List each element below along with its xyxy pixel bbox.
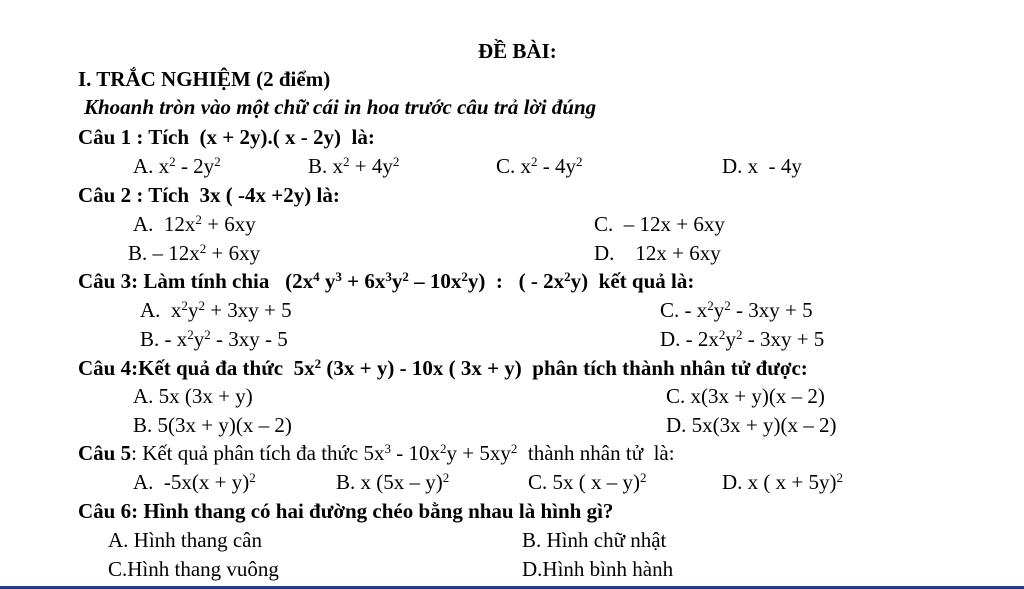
q3-option-a[interactable]: A. $x^2y^2 + 3xy + 5$ bbox=[140, 297, 292, 322]
q5-option-b[interactable]: B. x (5x – y)$^2$ bbox=[336, 469, 450, 494]
q3-option-c[interactable]: C. - $x^2y^2 - 3xy + 5$ bbox=[660, 297, 813, 322]
question-4: Câu 4:Kết quả đa thức $5x^2$ (3x + y) - 10x ( 3x + y) phân tích thành nhân tử được: bbox=[78, 355, 808, 380]
question-2: Câu 2 : Tích 3x ( -4x +2y) là: bbox=[78, 183, 340, 207]
q6-option-c[interactable]: C.Hình thang vuông bbox=[108, 557, 279, 581]
q4-option-d[interactable]: D. 5x(3x + y)(x – 2) bbox=[666, 413, 837, 437]
q4-option-a[interactable]: A. 5x (3x + y) bbox=[133, 384, 253, 408]
q1-option-a[interactable]: A. $x^2 - 2y^2$ bbox=[133, 153, 221, 178]
q2-option-d[interactable]: D. 12x + 6xy bbox=[594, 241, 721, 265]
question-1: Câu 1 : Tích (x + 2y).( x - 2y) là: bbox=[78, 125, 375, 149]
q5-option-c[interactable]: C. 5x ( x – y)$^2$ bbox=[528, 469, 647, 494]
q5-option-d[interactable]: D. x ( x + 5y)$^2$ bbox=[722, 469, 844, 494]
q6-option-d[interactable]: D.Hình bình hành bbox=[522, 557, 674, 581]
question-3: Câu 3: Làm tính chia ($2x^4$ $y^3 + 6x^3y^2 - 10x^2y$) : ( - $2x^2y$) kết quả là: bbox=[78, 268, 695, 293]
q1-option-c[interactable]: C. $x^2 - 4y^2$ bbox=[496, 153, 583, 178]
q3-option-d[interactable]: D. - $2x^2y^2 - 3xy + 5$ bbox=[660, 326, 825, 351]
q1-option-b[interactable]: B. $x^2 + 4y^2$ bbox=[308, 153, 400, 178]
section-heading: I. TRẮC NGHIỆM (2 điểm) bbox=[78, 67, 331, 91]
page-title: ĐỀ BÀI: bbox=[478, 39, 557, 63]
q2-option-c[interactable]: C. – 12x + 6xy bbox=[594, 212, 725, 236]
q3-option-b[interactable]: B. - $x^2y^2 - 3xy - 5$ bbox=[140, 326, 288, 351]
instruction: Khoanh tròn vào một chữ cái in hoa trước câu trả lời đúng bbox=[84, 95, 597, 119]
q4-option-c[interactable]: C. x(3x + y)(x – 2) bbox=[666, 384, 825, 408]
q2-option-b[interactable]: B. – $12x^2 + 6xy$ bbox=[128, 240, 261, 265]
q2-option-a[interactable]: A. $12x^2 + 6xy$ bbox=[133, 211, 256, 236]
q4-option-b[interactable]: B. 5(3x + y)(x – 2) bbox=[133, 413, 292, 437]
q1-option-d[interactable]: D. x - 4y bbox=[722, 154, 802, 178]
question-5: Câu 5: Kết quả phân tích đa thức $5x^3 - 10x^2y + 5xy^2$ thành nhân tử là: bbox=[78, 440, 675, 465]
q6-option-b[interactable]: B. Hình chữ nhật bbox=[522, 528, 667, 552]
question-6: Câu 6: Hình thang có hai đường chéo bằng nhau là hình gì? bbox=[78, 499, 614, 523]
q6-option-a[interactable]: A. Hình thang cân bbox=[108, 528, 262, 552]
q5-option-a[interactable]: A. $-5x(x + y)^2$ bbox=[133, 469, 256, 494]
